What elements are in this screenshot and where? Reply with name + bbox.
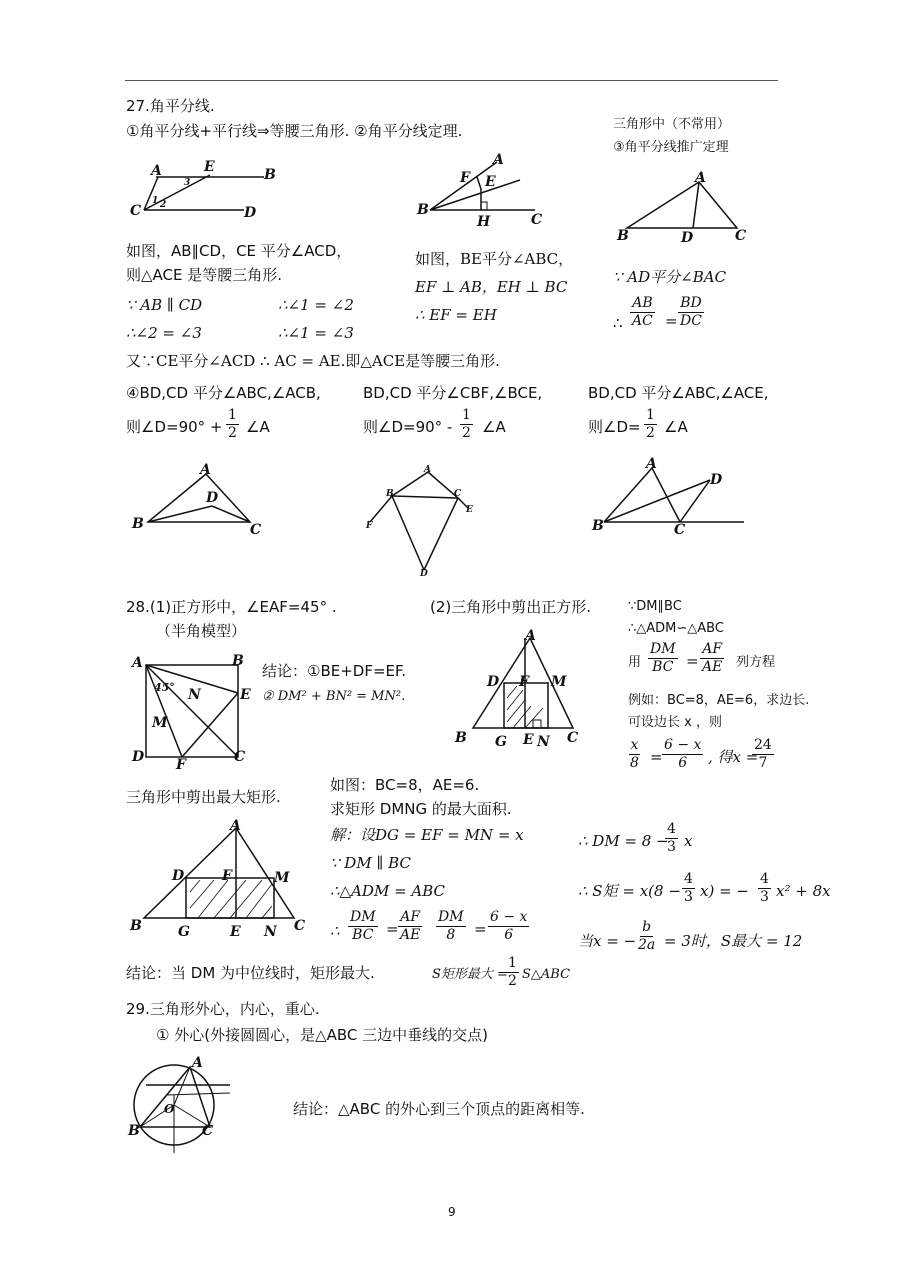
svg-text:A: A	[192, 1055, 203, 1071]
s28-rect-therefore: ∴	[330, 922, 340, 940]
fig-incenter-angle	[128, 462, 268, 537]
s28-rect-half: $\frac{1}{2}$	[508, 955, 517, 989]
s28-sub: （半角模型）	[156, 622, 247, 640]
svg-text:C: C	[454, 489, 462, 499]
s28-frac-af-ae-2: $\frac{AF}{AE}$	[400, 909, 421, 943]
svg-text:B: B	[417, 202, 429, 218]
svg-text:B: B	[132, 516, 144, 532]
s27-c2-l3: ∴ EF = EH	[415, 306, 497, 324]
svg-text:F: F	[460, 170, 470, 186]
fig-bisector-theorem	[415, 152, 555, 232]
fig-max-rectangle	[128, 818, 318, 943]
svg-text:H: H	[477, 214, 491, 230]
svg-text:E: E	[204, 159, 215, 175]
svg-text:A: A	[151, 163, 162, 179]
svg-text:M: M	[152, 715, 168, 731]
s29-title: 29.三角形外心，内心，重心.	[126, 1000, 320, 1018]
svg-text:M: M	[274, 870, 290, 886]
svg-text:D: D	[420, 569, 428, 579]
s27-c1-p1a: ∵ AB ∥ CD	[126, 296, 203, 314]
svg-text:A: A	[200, 462, 211, 478]
s27-right-3: ③角平分线推广定理	[613, 140, 729, 155]
s28-frac-dm-bc: $\frac{DM}{BC}$	[650, 641, 676, 675]
s27-r4b-half: $\frac{1}{2}$	[462, 407, 471, 441]
s27-r4b-l2b: ∠A	[482, 418, 506, 436]
s27-right-top: 三角形中（不常用）	[613, 117, 731, 132]
s28-rect-concl-c: S△ABC	[522, 967, 571, 982]
s28-rect-r2c: x² + 8x	[776, 882, 831, 900]
svg-text:A: A	[695, 170, 706, 186]
s27-r4a-l2b: ∠A	[246, 418, 270, 436]
svg-text:G: G	[495, 734, 507, 750]
s28-rect-concl-b: S矩形最大 =	[432, 967, 508, 982]
header-rule	[125, 80, 778, 81]
s28-t2-r1: ∵DM∥BC	[628, 599, 682, 614]
svg-text:45°: 45°	[154, 681, 175, 694]
svg-text:2: 2	[160, 200, 167, 210]
s27-c1-l1: 如图，AB∥CD，CE 平分∠ACD，	[126, 242, 352, 260]
s28-rect-l4: ∵ DM ∥ BC	[330, 854, 411, 872]
s28-rect-concl: 结论：当 DM 为中位线时，矩形最大.	[126, 964, 375, 982]
s28-eq-3: =	[386, 920, 399, 938]
svg-text:F: F	[222, 868, 232, 884]
s28-rect-r1: ∴ DM = 8 −	[578, 832, 669, 850]
svg-text:N: N	[264, 924, 277, 940]
s28-concl2: ② DM² + BN² = MN².	[262, 689, 406, 704]
s27-line1: ①角平分线+平行线⇒等腰三角形. ②角平分线定理.	[126, 122, 463, 140]
s27-c1-p3: 又∵CE平分∠ACD ∴ AC = AE.即△ACE是等腰三角形.	[126, 352, 500, 370]
svg-text:N: N	[188, 687, 201, 703]
svg-text:D: D	[244, 205, 257, 221]
svg-text:D: D	[681, 230, 694, 246]
s27-r4c-l1: BD,CD 平分∠ABC,∠ACE,	[588, 384, 769, 402]
svg-text:B: B	[455, 730, 467, 746]
s28-eq-4: =	[474, 920, 487, 938]
svg-text:D: D	[132, 749, 145, 765]
s27-c3-l1: ∵ AD平分∠BAC	[613, 268, 727, 286]
s28-frac-af-ae: $\frac{AF}{AE}$	[702, 641, 723, 675]
svg-text:E: E	[230, 924, 241, 940]
svg-text:F: F	[519, 674, 529, 690]
s27-r4b-l2a: 则∠D=90° -	[363, 418, 453, 436]
svg-text:B: B	[128, 1123, 140, 1139]
s27-r4a-l2a: 则∠D=90° +	[126, 418, 223, 436]
s27-r4c-l2a: 则∠D=	[588, 418, 641, 436]
svg-text:C: C	[674, 522, 686, 538]
s27-c3-frac-right: $\frac{BD}{DC}$	[680, 295, 702, 329]
svg-text:D: D	[172, 868, 185, 884]
svg-text:F: F	[366, 521, 373, 531]
s28-t2-r2: ∴△ADM∽△ABC	[628, 621, 724, 636]
fig-circumcenter	[126, 1055, 236, 1155]
s28-frac-6mx-6-2: $\frac{6 - x}{6}$	[490, 909, 528, 943]
svg-text:C: C	[234, 749, 246, 765]
s28-t2-r6: , 得x =	[708, 748, 759, 766]
s28-frac-24-7: $\frac{24}{7}$	[754, 737, 772, 771]
svg-text:E: E	[523, 732, 534, 748]
s28-frac-b-2a: $\frac{b}{2a}$	[638, 919, 656, 953]
svg-text:A: A	[230, 818, 241, 834]
svg-text:B: B	[592, 518, 604, 534]
s28-rect-r2b: x) = −	[700, 882, 749, 900]
svg-text:C: C	[531, 212, 543, 228]
s28-rect-l5: ∴△ADM = ABC	[330, 882, 446, 900]
s28-eq-2: =	[650, 748, 663, 766]
svg-text:A: A	[493, 152, 504, 168]
svg-text:D: D	[710, 472, 723, 488]
svg-text:E: E	[466, 505, 473, 515]
s27-c3-therefore: ∴	[613, 314, 623, 332]
s28-eq-1: =	[686, 652, 699, 670]
s28-rect-l2: 求矩形 DMNG 的最大面积.	[330, 800, 512, 818]
svg-text:O: O	[164, 1102, 175, 1116]
svg-text:B: B	[130, 918, 142, 934]
s27-c1-l2: 则△ACE 是等腰三角形.	[126, 266, 283, 284]
s28-frac-4-3: $\frac{4}{3}$	[667, 821, 676, 855]
s27-r4a-l1: ④BD,CD 平分∠ABC,∠ACB,	[126, 384, 321, 402]
fig-parallel-bisector	[126, 155, 286, 225]
s28-rect-title: 三角形中剪出最大矩形.	[126, 788, 281, 806]
s28-frac-4-3-b: $\frac{4}{3}$	[684, 871, 693, 905]
s28-frac-6mx-6: $\frac{6 - x}{6}$	[664, 737, 702, 771]
s28-rect-l1: 如图：BC=8，AE=6.	[330, 776, 480, 794]
s28-rect-r1b: x	[684, 832, 693, 850]
s28-t2-r3a: 用	[628, 655, 642, 670]
s27-c1-p2b: ∴∠1 = ∠3	[278, 324, 354, 342]
svg-text:B: B	[264, 167, 276, 183]
svg-text:G: G	[178, 924, 190, 940]
svg-text:3: 3	[184, 178, 191, 188]
svg-text:A: A	[132, 655, 143, 671]
fig-triangle-square	[455, 628, 585, 748]
s28-rect-r3b: = 3时，S最大 = 12	[664, 932, 803, 950]
svg-text:B: B	[232, 653, 244, 669]
svg-text:B: B	[386, 489, 394, 499]
s27-c2-l2: EF ⊥ AB，EH ⊥ BC	[415, 278, 568, 296]
s27-c3-eq: =	[665, 312, 678, 330]
s28-rect-r2a: ∴ S矩 = x(8 −	[578, 882, 681, 900]
fig-bisector-ratio	[615, 170, 755, 245]
s27-r4c-half: $\frac{1}{2}$	[646, 407, 655, 441]
s27-r4b-l1: BD,CD 平分∠CBF,∠BCE,	[363, 384, 543, 402]
svg-text:B: B	[617, 228, 629, 244]
svg-text:C: C	[130, 203, 142, 219]
svg-text:C: C	[250, 522, 262, 538]
s28-t2: (2)三角形中剪出正方形.	[430, 598, 592, 616]
svg-text:C: C	[202, 1123, 214, 1139]
s27-c1-p1b: ∴∠1 = ∠2	[278, 296, 354, 314]
page-number: 9	[448, 1205, 456, 1219]
s27-c1-p2a: ∴∠2 = ∠3	[126, 324, 202, 342]
svg-text:D: D	[206, 490, 219, 506]
svg-text:N: N	[537, 734, 550, 750]
s27-title: 27.角平分线.	[126, 97, 215, 115]
svg-text:C: C	[567, 730, 579, 746]
svg-text:A: A	[424, 465, 431, 475]
svg-text:1: 1	[152, 196, 159, 206]
svg-text:E: E	[240, 687, 251, 703]
svg-text:A: A	[525, 628, 536, 644]
s28-rect-r3a: 当x = −	[578, 932, 637, 950]
s27-c3-frac-left: $\frac{AB}{AC}$	[632, 295, 653, 329]
svg-text:M: M	[551, 674, 567, 690]
svg-text:F: F	[176, 757, 186, 773]
s28-t2-r4: 例如：BC=8，AE=6，求边长.	[628, 693, 810, 708]
s29-l1: ① 外心(外接圆圆心，是△ABC 三边中垂线的交点)	[156, 1026, 488, 1044]
s28-frac-dm-8: $\frac{DM}{8}$	[438, 909, 464, 943]
s27-r4c-l2b: ∠A	[664, 418, 688, 436]
s27-r4a-half: $\frac{1}{2}$	[228, 407, 237, 441]
s29-concl: 结论：△ABC 的外心到三个顶点的距离相等.	[293, 1100, 585, 1118]
svg-text:A: A	[646, 456, 657, 472]
fig-square-half-angle	[128, 653, 258, 773]
s28-rect-l3: 解：设DG = EF = MN = x	[330, 826, 524, 844]
fig-excenter-angle	[362, 460, 482, 580]
s28-title: 28.(1)正方形中，∠EAF=45° .	[126, 598, 337, 616]
s28-frac-x-8: $\frac{x}{8}$	[630, 737, 639, 771]
s27-c2-l1: 如图，BE平分∠ABC，	[415, 250, 574, 268]
s28-frac-4-3-c: $\frac{4}{3}$	[760, 871, 769, 905]
svg-text:C: C	[294, 918, 306, 934]
svg-text:E: E	[485, 174, 496, 190]
svg-text:C: C	[735, 228, 747, 244]
svg-text:D: D	[487, 674, 500, 690]
s28-t2-r3b: 列方程	[736, 655, 776, 670]
s28-t2-r5: 可设边长 x ，则	[628, 715, 722, 730]
s28-concl: 结论：①BE+DF=EF.	[262, 662, 406, 680]
s28-frac-dm-bc-2: $\frac{DM}{BC}$	[350, 909, 376, 943]
fig-exterior-bisector	[592, 458, 752, 538]
